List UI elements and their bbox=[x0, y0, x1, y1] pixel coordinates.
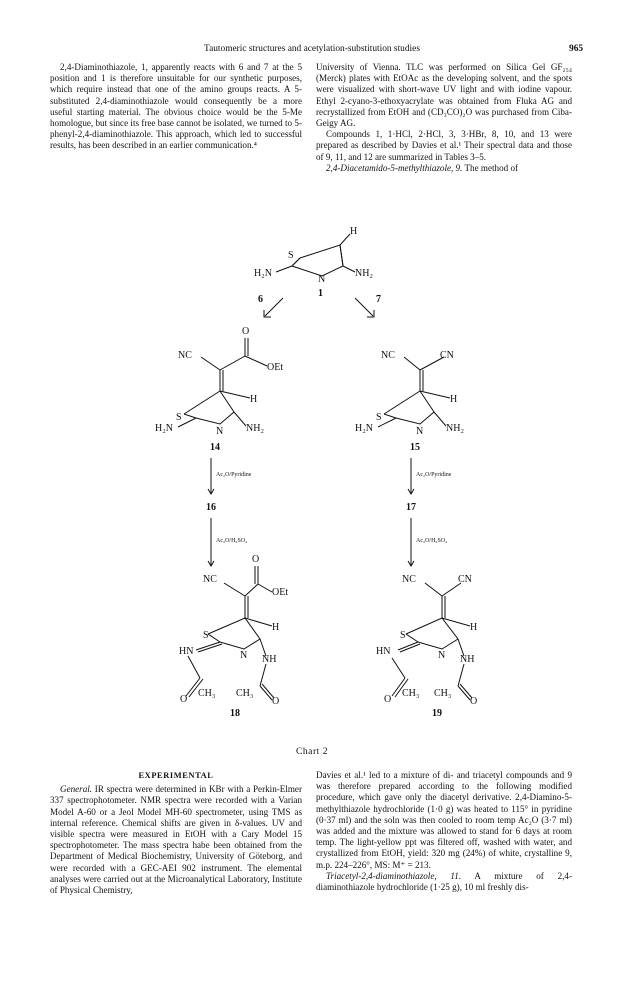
left-column-top bbox=[50, 62, 302, 152]
atom-s-1: S bbox=[288, 250, 294, 261]
compound-19-structure bbox=[376, 574, 477, 719]
svg-text:NH₂: NH₂ bbox=[246, 423, 264, 434]
procedure-11-paragraph bbox=[316, 871, 572, 893]
compound-15-structure bbox=[355, 350, 464, 453]
svg-text:H: H bbox=[272, 622, 280, 633]
label-15: 15 bbox=[410, 442, 420, 453]
atom-h2n-1: H₂N bbox=[254, 268, 272, 279]
svg-text:N: N bbox=[438, 650, 446, 661]
reagent-15-17: Ac₂O/Pyridine bbox=[416, 472, 452, 478]
general-text: IR spectra were determined in KBr with a Perkin-Elmer 337 spectrophotometer. NMR spectra were recorded with a Varian Model A-60 or a Jeol Model MH-60 spectrometer, using TMS as internal reference. Chemical shifts are given in δ-values. UV and visible spectra were measured in EtOH with a Cary Model 15 spectrophotometer. The mass spectra habe been obtained from the Department of Medical Biochemistry, University of Göteborg, and were recorded with a GEC-AEI 902 instrument. The elemental analyses were carried out at the Microanalytical Laboratory, Institute of Physical Chemistry, bbox=[50, 784, 302, 896]
compound-11-title: Triacetyl-2,4-diaminothiazole, 11. bbox=[326, 870, 462, 881]
svg-text:NC: NC bbox=[203, 574, 217, 585]
label-17: 17 bbox=[406, 502, 416, 513]
intro-paragraph: 2,4-Diaminothiazole, 1, apparently reacts with 6 and 7 at the 5 position and 1 is therefore unsuitable for our synthetic purposes, which require instead that one of the amino groups reacts. A 5-substituted 2,4-diaminothiazole would consequently be a more useful starting material. The obvious choice would be the 5-Me homologue, but since its free base cannot be isolated, we turned to 5-phenyl-2,4-diaminothiazole. This approach, which led to successful results, has been described in an earlier communication.⁴ bbox=[50, 62, 302, 151]
label-18: 18 bbox=[230, 708, 240, 719]
compound-14-structure bbox=[155, 326, 283, 453]
svg-text:HN: HN bbox=[179, 646, 194, 657]
compound-11-text: A mixture of 2,4-diaminothiazole hydrochloride (1·25 g), 10 ml freshly dis- bbox=[316, 870, 572, 893]
atom-h-1: H bbox=[350, 226, 358, 237]
arrow-to-14 bbox=[265, 298, 283, 316]
svg-text:O: O bbox=[272, 696, 280, 707]
reaction-scheme-svg bbox=[0, 226, 624, 736]
svg-text:CN: CN bbox=[458, 574, 472, 585]
svg-text:CH₃: CH₃ bbox=[198, 688, 216, 699]
svg-text:HN: HN bbox=[376, 646, 391, 657]
left-column-bottom bbox=[50, 770, 302, 896]
compound-9-text: The method of bbox=[462, 162, 519, 173]
label-19: 19 bbox=[432, 708, 442, 719]
svg-text:H: H bbox=[450, 394, 458, 405]
svg-text:CH₃: CH₃ bbox=[402, 688, 420, 699]
svg-text:O: O bbox=[252, 554, 260, 565]
svg-text:CH₃: CH₃ bbox=[236, 688, 254, 699]
svg-text:H: H bbox=[470, 622, 478, 633]
svg-text:H₂N: H₂N bbox=[355, 423, 373, 434]
reagent-17-19: Ac₂O/H₂SO₄ bbox=[416, 538, 448, 544]
svg-text:N: N bbox=[416, 426, 424, 437]
compounds-paragraph: Compounds 1, 1·HCl, 2·HCl, 3, 3·HBr, 8, 10, and 13 were prepared as described by Davies et al.¹ Their spectral data and those of 9, 11, and 12 are summarized in Tables 3–5. bbox=[316, 129, 572, 162]
svg-text:NH: NH bbox=[262, 654, 277, 665]
svg-text:S: S bbox=[400, 630, 406, 641]
label-7: 7 bbox=[376, 294, 381, 305]
svg-text:H₂N: H₂N bbox=[155, 423, 173, 434]
arrow-to-15 bbox=[355, 298, 373, 316]
general-title: General. bbox=[60, 784, 93, 795]
svg-text:O: O bbox=[470, 696, 478, 707]
running-title: Tautomeric structures and acetylation-substitution studies bbox=[204, 44, 420, 54]
svg-text:NC: NC bbox=[178, 350, 192, 361]
svg-text:O: O bbox=[242, 326, 250, 337]
page-number: 965 bbox=[569, 44, 584, 54]
right-column-top bbox=[316, 62, 572, 174]
reaction-scheme bbox=[0, 226, 624, 736]
compound-9-title: 2,4-Diacetamido-5-methylthiazole, 9. bbox=[326, 162, 463, 173]
general-paragraph bbox=[50, 784, 302, 896]
label-14: 14 bbox=[210, 442, 220, 453]
chart-caption: Chart 2 bbox=[295, 746, 328, 757]
svg-text:N: N bbox=[216, 426, 224, 437]
svg-text:N: N bbox=[240, 650, 248, 661]
atom-n-1: N bbox=[318, 274, 326, 285]
right-column-bottom bbox=[316, 770, 572, 893]
reagent-14-16: Ac₂O/Pyridine bbox=[216, 472, 252, 478]
label-16: 16 bbox=[206, 502, 216, 513]
procedure-9-paragraph: Davies et al.¹ led to a mixture of di- and triacetyl compounds and 9 was therefore prepared according to the following modified procedure, which gave only the diacetyl derivative. 2,4-Diamino-5-methylthiazole hydrochloride (1·0 g) was heated to 115° in pyridine (0·37 ml) and the soln was then cooled to room temp Ac₂O (3·7 ml) was added and the mixture was allowed to stand for 6 days at room temp. The light-yellow ppt was filtered off, washed with water, and crystallized from EtOH, yield: 320 mg (24%) of white, crystalline 9, m.p. 224–226°, MS: M⁺ = 213. bbox=[316, 770, 572, 870]
label-6: 6 bbox=[258, 294, 263, 305]
svg-text:NH₂: NH₂ bbox=[446, 423, 464, 434]
svg-text:CN: CN bbox=[440, 350, 454, 361]
methods-paragraph: University of Vienna. TLC was performed on Silica Gel GF₂₅₄ (Merck) plates with EtOAc as the developing solvent, and the spots were visualized with short-wave UV light and with iodine vapour. Ethyl 2-cyano-3-ethoxyacrylate was obtained from Fluka AG and recrystallized from EtOH and (CD₃CO)₂O was purchased from Ciba-Geigy AG. bbox=[316, 62, 572, 129]
svg-text:S: S bbox=[376, 412, 382, 423]
compound-18-structure bbox=[179, 554, 288, 719]
svg-text:OEt: OEt bbox=[272, 587, 289, 598]
svg-text:S: S bbox=[203, 630, 209, 641]
compound-1-structure bbox=[254, 226, 373, 299]
svg-text:NC: NC bbox=[381, 350, 395, 361]
svg-text:O: O bbox=[384, 694, 392, 705]
experimental-heading: EXPERIMENTAL bbox=[138, 771, 214, 780]
svg-text:NC: NC bbox=[402, 574, 416, 585]
atom-nh2-1: NH₂ bbox=[355, 268, 373, 279]
svg-text:CH₃: CH₃ bbox=[434, 688, 452, 699]
reagent-16-18: Ac₂O/H₂SO₄ bbox=[216, 538, 248, 544]
svg-text:NH: NH bbox=[460, 654, 475, 665]
svg-text:OEt: OEt bbox=[267, 362, 284, 373]
svg-text:S: S bbox=[176, 412, 182, 423]
svg-text:H: H bbox=[250, 394, 258, 405]
procedure-9-start bbox=[316, 163, 572, 174]
label-1: 1 bbox=[318, 288, 323, 299]
svg-text:O: O bbox=[180, 694, 188, 705]
